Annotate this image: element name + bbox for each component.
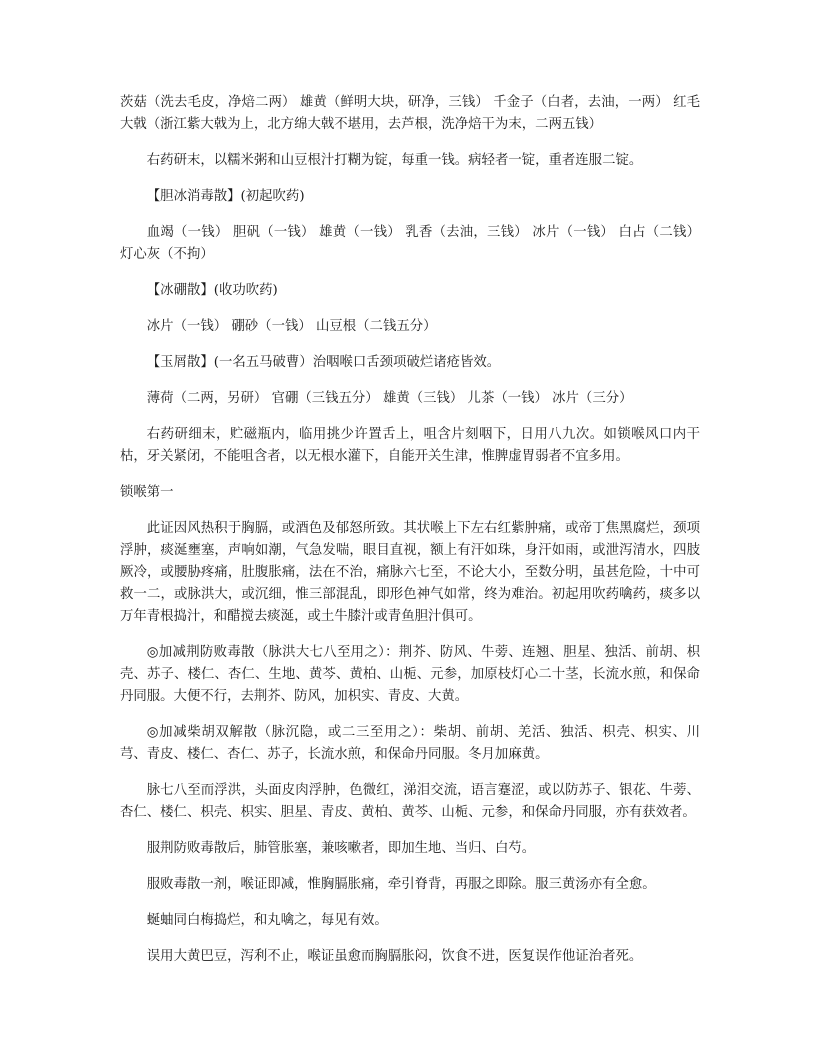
recipe-instructions-paragraph: 右药研末，以糯米粥和山豆根汁打糊为锭，每重一钱。病轻者一锭，重者连服二锭。 bbox=[146, 153, 643, 168]
formula-usage-yuxie: 右药研细末，贮磁瓶内，临用挑少许置舌上，咀含片刻咽下，日用八九次。如锁喉风口内干枯，牙关紧闭，不能咀含者，以无根水灌下，自能开关生津，惟脾虚胃弱者不宜多用。 bbox=[120, 427, 700, 464]
treatment-paragraph: ◎加减柴胡双解散（脉沉隐，或二三至用之）：柴胡、前胡、羌活、独活、枳壳、枳实、川芎、青皮、楼仁、杏仁、苏子，长流水煎，和保命丹同服。冬月加麻黄。 bbox=[120, 725, 700, 762]
formula-heading-bingpeng: 【冰硼散】(收功吹药) bbox=[146, 283, 278, 298]
treatment-paragraph: 服荆防败毒散后，肺管胀塞，兼咳嗽者，即加生地、当归、白芍。 bbox=[146, 841, 536, 856]
treatment-paragraph: 蜒蚰同白梅捣烂，和丸噙之，每见有效。 bbox=[146, 913, 388, 928]
document-page bbox=[120, 92, 700, 982]
formula-heading-yuxie: 【玉屑散】(一名五马破曹）治咽喉口舌颈项破烂诸疮皆效。 bbox=[146, 355, 501, 370]
section-description: 此证因风热积于胸膈，或酒色及郁怒所致。其状喉上下左右红紫肿痛，或帝丁焦黑腐烂，颈项浮肿，痰涎壅塞，声响如潮，气急发喘，眼目直视，额上有汗如珠，身汗如雨，或泄泻清水，四肢厥冷，或腰胁疼痛，肚腹胀痛，法在不治，痛脉六七至，不论大小，至数分明，虽甚危险，十中可救一二，或脉洪大，或沉细，惟三部混乱，即形色神气如常，终为难治。初起用吹药噙药，痰多以万年青根捣汁，和醋搅去痰涎，或土牛膝汁或青鱼胆汁俱可。 bbox=[120, 521, 700, 624]
treatment-paragraph: 服败毒散一剂，喉证即减，惟胸膈胀痛，牵引脊背，再服之即除。服三黄汤亦有全愈。 bbox=[146, 877, 656, 892]
recipe-ingredients-paragraph: 茨菇（洗去毛皮，净焙二两） 雄黄（鲜明大块，研净，三钱） 千金子（白者，去油，一两） 红毛大戟（浙江紫大戟为上，北方绵大戟不堪用，去芦根，洗净焙干为末，二两五钱） bbox=[120, 95, 700, 132]
formula-heading-danbing: 【胆冰消毒散】(初起吹药) bbox=[146, 189, 305, 204]
formula-ingredients-bingpeng: 冰片（一钱） 硼砂（一钱） 山豆根（二钱五分） bbox=[146, 319, 437, 334]
formula-ingredients-yuxie: 薄荷（二两，另研） 官硼（三钱五分） 雄黄（三钱） 儿茶（一钱） 冰片（三分） bbox=[146, 391, 633, 406]
formula-ingredients-danbing: 血竭（一钱） 胆矾（一钱） 雄黄（一钱） 乳香（去油，三钱） 冰片（一钱） 白占（二钱） 灯心灰（不拘） bbox=[120, 225, 700, 262]
treatment-paragraph: 误用大黄巴豆，泻利不止，喉证虽愈而胸膈胀闷，饮食不进，医复误作他证治者死。 bbox=[146, 949, 643, 964]
section-heading: 锁喉第一 bbox=[120, 485, 174, 500]
treatment-paragraph: ◎加减荆防败毒散（脉洪大七八至用之）：荆芥、防风、牛蒡、连翘、胆星、独活、前胡、枳壳、苏子、楼仁、杏仁、生地、黄芩、黄柏、山栀、元参，加原枝灯心二十茎，长流水煎，和保命丹同服。大便不行，去荆芥、防风，加枳实、青皮、大黄。 bbox=[120, 645, 700, 704]
treatment-paragraph: 脉七八至而浮洪，头面皮肉浮肿，色微红，涕泪交流，语言蹇涩，或以防苏子、银花、牛蒡、杏仁、楼仁、枳壳、枳实、胆星、青皮、黄柏、黄芩、山栀、元参，和保命丹同服，亦有获效者。 bbox=[120, 783, 700, 820]
